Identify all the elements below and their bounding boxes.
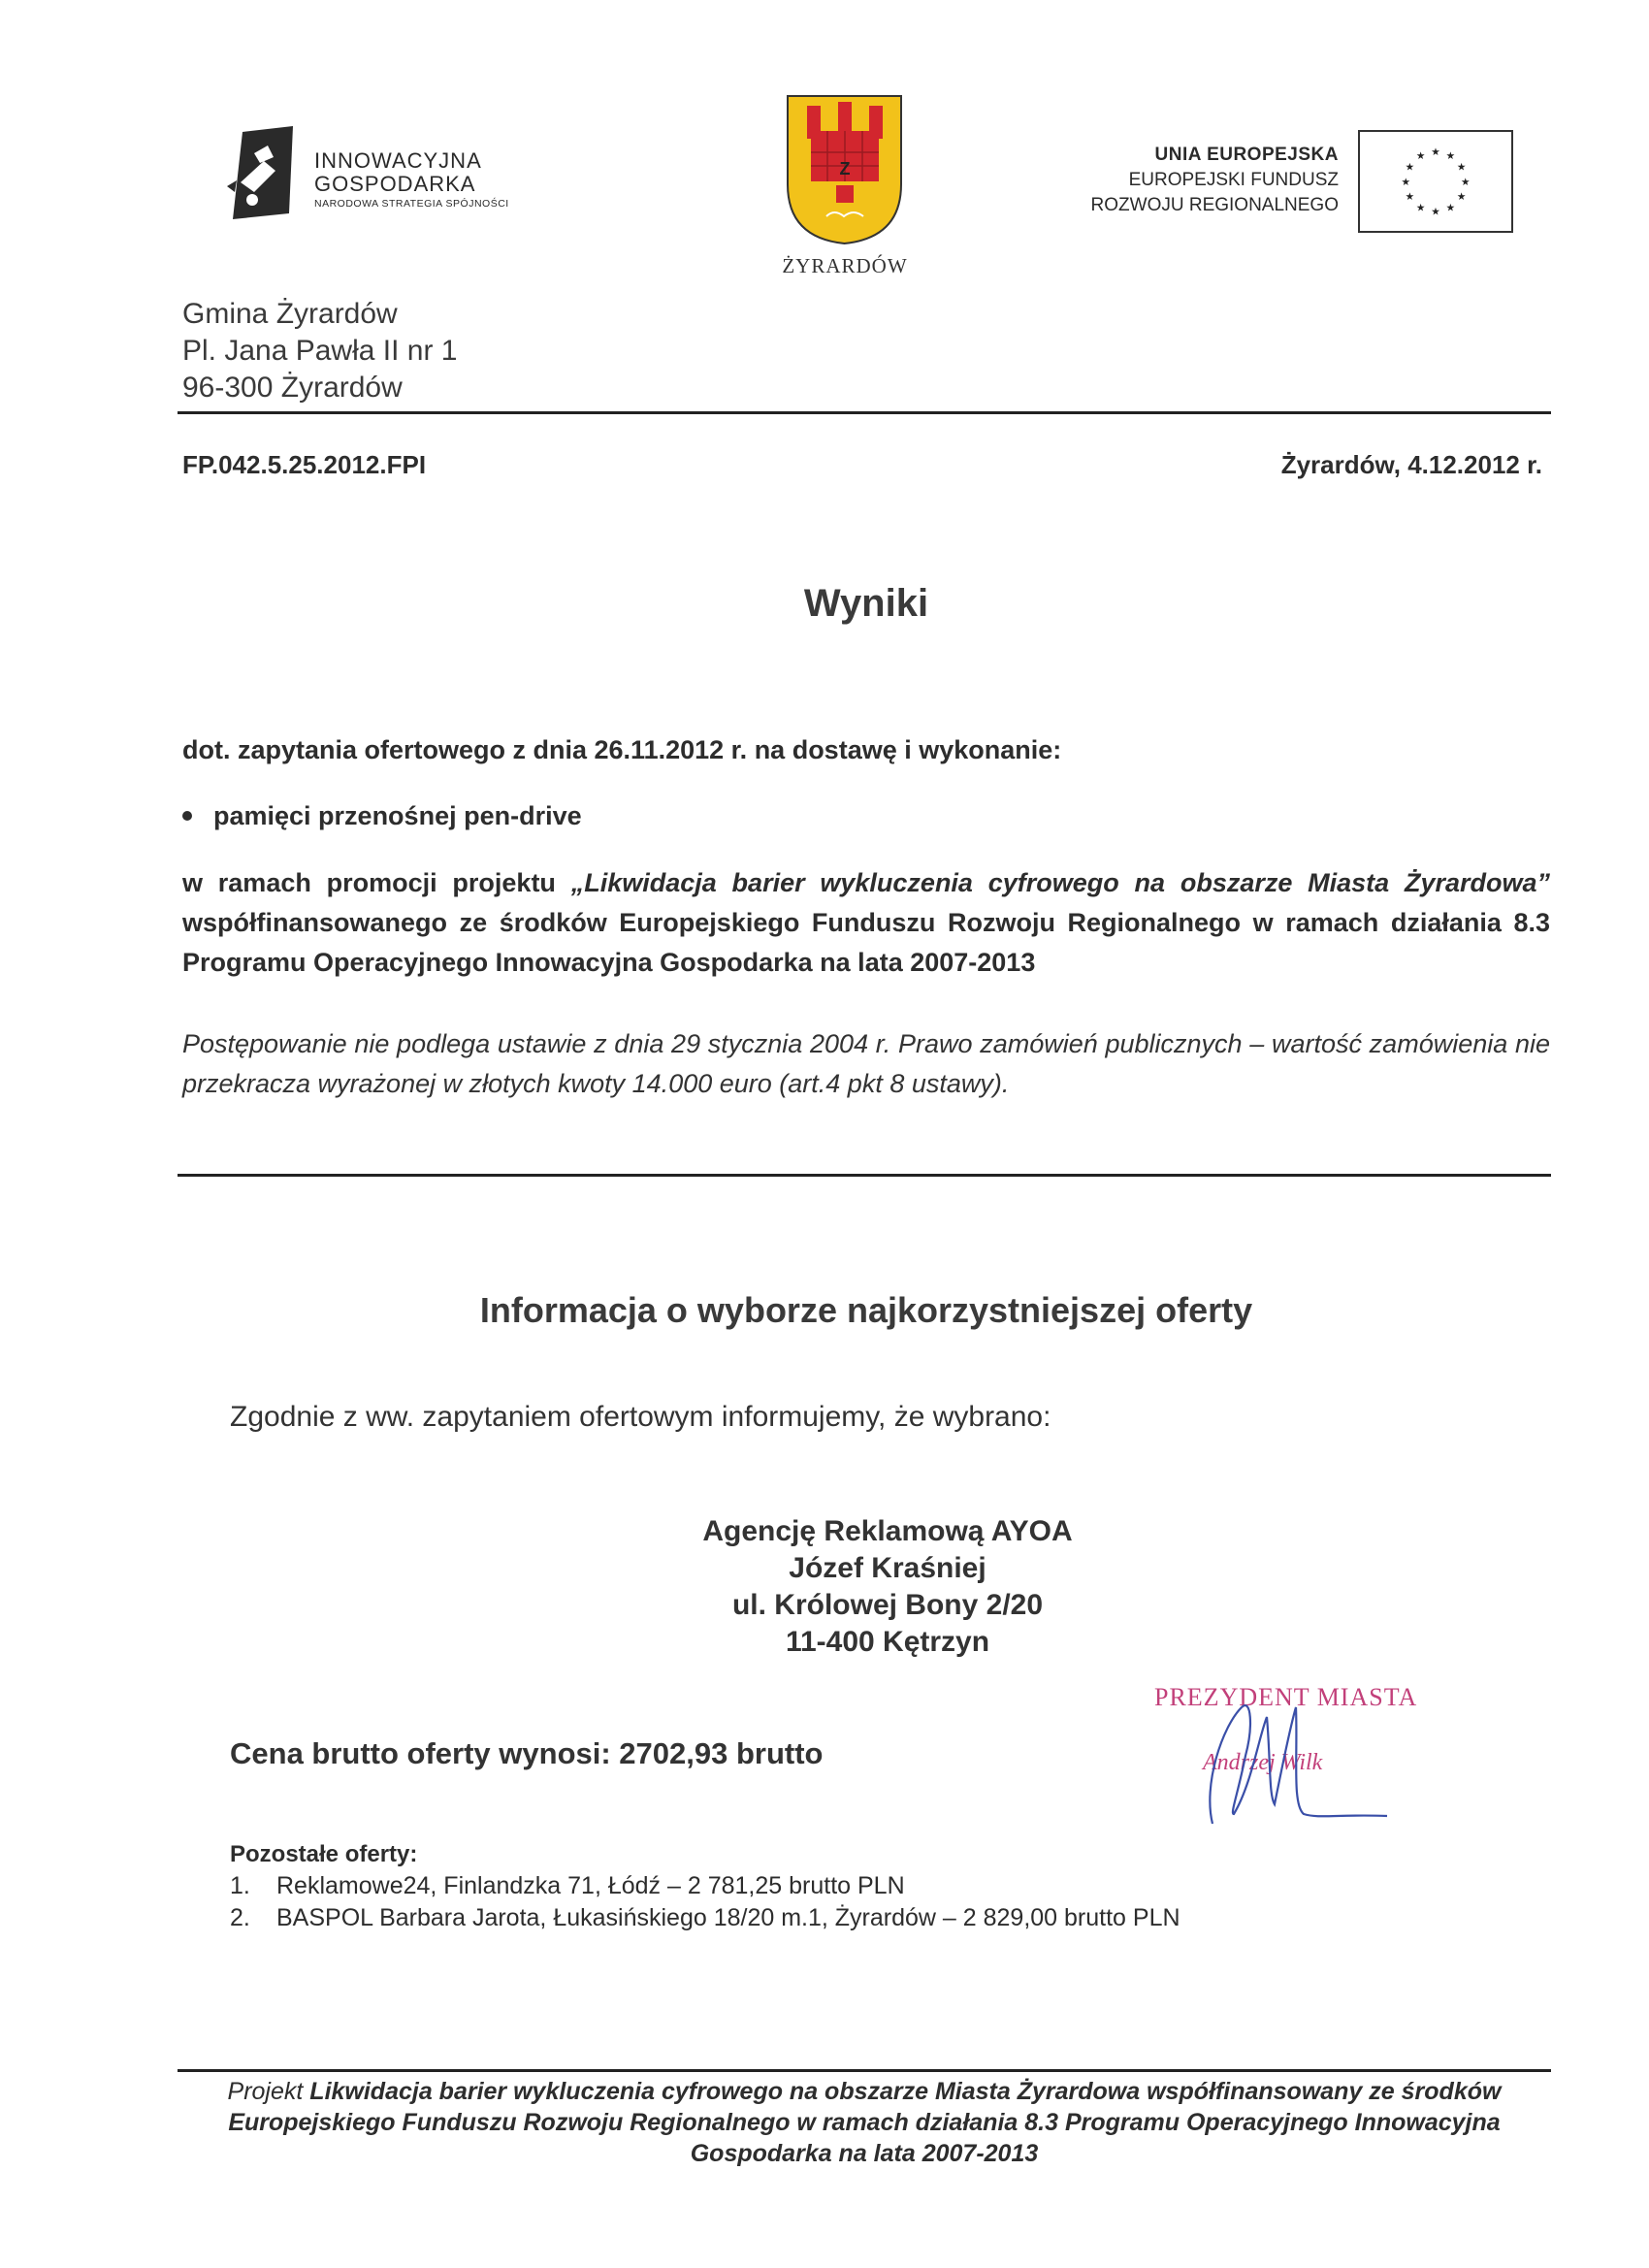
page-title: Wyniki: [803, 582, 929, 625]
eu-star-icon: ★: [1405, 161, 1415, 174]
winner-address: [582, 1513, 1193, 1661]
footer-note: [178, 2076, 1551, 2169]
innowacyjna-gospodarka-logo: [225, 124, 535, 221]
eu-star-icon: ★: [1431, 146, 1440, 159]
header-divider: [178, 411, 1551, 414]
stamp-name: Andrzej Wilk: [1203, 1750, 1323, 1775]
eu-star-icon: ★: [1401, 176, 1410, 188]
other-offers-list: [230, 1870, 1180, 1934]
program-prefix: w ramach promocji projektu: [182, 868, 571, 897]
address-line-2: Pl. Jana Pawła II nr 1: [182, 335, 458, 367]
footer-prefix: Projekt: [227, 2078, 310, 2105]
eu-star-icon: ★: [1431, 206, 1440, 218]
other-offers-title: Pozostałe oferty:: [230, 1841, 418, 1867]
price-line: Cena brutto oferty wynosi: 2702,93 brutto: [230, 1736, 824, 1770]
bullet-item-text: pamięci przenośnej pen-drive: [213, 801, 582, 830]
eu-star-icon: ★: [1456, 191, 1467, 204]
program-project-name: „Likwidacja barier wykluczenia cyfrowego na obszarze Miasta Żyrardowa”: [570, 868, 1551, 897]
innowacyjna-gospodarka-emblem-icon: [225, 124, 303, 221]
innowacyjna-gospodarka-name: INNOWACYJNA GOSPODARKA: [314, 148, 482, 196]
bullet-dot-icon: [182, 811, 192, 821]
footer-divider: [178, 2069, 1551, 2072]
section-title: Informacja o wyborze najkorzystniejszej oferty: [479, 1290, 1253, 1330]
inquiry-intro: dot. zapytania ofertowego z dnia 26.11.2012 r. na dostawę i wykonanie:: [182, 735, 1062, 764]
eu-star-icon: ★: [1415, 150, 1426, 163]
eu-line-3: ROZWOJU REGIONALNEGO: [1090, 195, 1339, 215]
innowacyjna-gospodarka-subtitle: NARODOWA STRATEGIA SPÓJNOŚCI: [314, 198, 509, 210]
winner-line-3: ul. Królowej Bony 2/20: [731, 1589, 1044, 1621]
address-line-3: 96-300 Żyrardów: [182, 372, 403, 404]
stamp-title: PREZYDENT MIASTA: [1154, 1683, 1418, 1711]
list-item-text: Reklamowe24, Finlandzka 71, Łódź – 2 781,25 brutto PLN: [276, 1872, 905, 1899]
sender-address: [182, 296, 457, 406]
list-item-number: 1.: [230, 1872, 250, 1899]
bullet-item: [182, 801, 582, 831]
list-item-text: BASPOL Barbara Jarota, Łukasińskiego 18/20 m.1, Żyrardów – 2 829,00 brutto PLN: [276, 1904, 1180, 1931]
list-item: [230, 1870, 1180, 1902]
footer-text: Likwidacja barier wykluczenia cyfrowego na obszarze Miasta Żyrardowa współfinansowany ze środków Europejskiego Funduszu Rozwoju Regionalnego w ramach działania 8.3 Programu Operacyjnego Innowacyjna Gospodarka na lata 2007-2013: [228, 2078, 1502, 2167]
eu-flag-icon: [1358, 130, 1513, 233]
president-stamp: [1145, 1669, 1465, 1853]
list-item-number: 2.: [230, 1904, 250, 1931]
eu-line-1: UNIA EUROPEJSKA: [1154, 145, 1339, 165]
eu-star-icon: ★: [1415, 202, 1426, 214]
section-divider: [178, 1174, 1551, 1177]
eu-star-icon: ★: [1445, 202, 1456, 214]
place-date: Żyrardów, 4.12.2012 r.: [1280, 450, 1542, 479]
zyrardow-crest-icon: [784, 92, 905, 247]
winner-line-1: Agencję Reklamową AYOA: [702, 1515, 1073, 1547]
winner-line-4: 11-400 Kętrzyn: [785, 1626, 990, 1658]
address-line-1: Gmina Żyrardów: [182, 298, 398, 330]
program-paragraph: [182, 863, 1550, 983]
program-suffix: współfinansowanego ze środków Europejskiego Funduszu Rozwoju Regionalnego w ramach działania 8.3 Programu Operacyjnego Innowacyjna Gospodarka na lata 2007-2013: [182, 908, 1550, 977]
eu-star-icon: ★: [1405, 191, 1415, 204]
list-item: [230, 1902, 1180, 1934]
legal-note: Postępowanie nie podlega ustawie z dnia 29 stycznia 2004 r. Prawo zamówień publicznych – wartość zamówienia nie przekracza wyrażonej w złotych kwoty 14.000 euro (art.4 pkt 8 ustawy).: [182, 1029, 1550, 1098]
reference-number: FP.042.5.25.2012.FPI: [182, 450, 427, 479]
crest-caption: ŻYRARDÓW: [782, 254, 908, 277]
eu-star-icon: ★: [1461, 176, 1471, 188]
eu-star-icon: ★: [1456, 161, 1467, 174]
eu-fund-text: [1018, 143, 1339, 218]
eu-star-icon: ★: [1445, 150, 1456, 163]
winner-line-2: Józef Kraśniej: [789, 1552, 986, 1584]
eu-line-2: EUROPEJSKI FUNDUSZ: [1128, 170, 1339, 190]
svg-text:Z: Z: [839, 159, 851, 178]
selected-intro: Zgodnie z ww. zapytaniem ofertowym informujemy, że wybrano:: [230, 1401, 1051, 1433]
